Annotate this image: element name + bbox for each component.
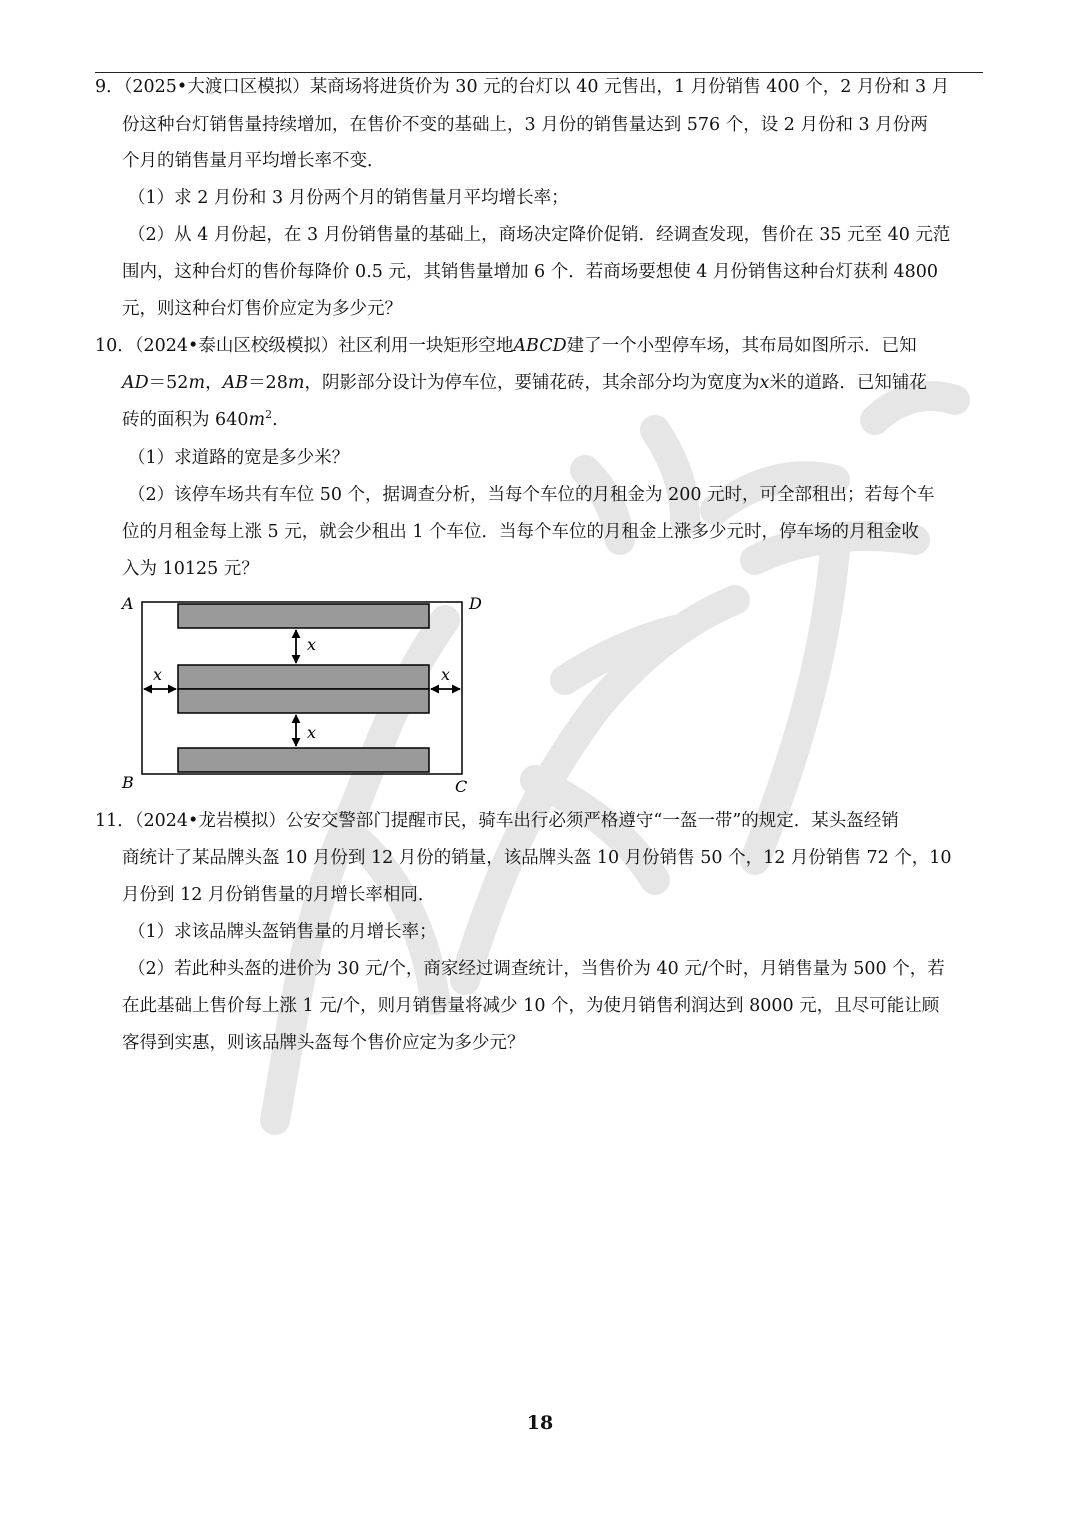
question-10-line-1: 10．（2024•泰山区校级模拟）社区利用一块矩形空地ABCD建了一个小型停车场，其布局如图所示．已知 bbox=[95, 336, 917, 356]
question-9-part-2-line-1: （2）从 4 月份起，在 3 月份销售量的基础上，商场决定降价促销．经调查发现，售价在 35 元至 40 元范 bbox=[128, 225, 951, 245]
question-10-part-1: （1）求道路的宽是多少米？ bbox=[128, 448, 350, 468]
parking-lot-diagram bbox=[118, 590, 498, 795]
question-9-line-1: 9．（2025•大渡口区模拟）某商场将进货价为 30 元的台灯以 40 元售出，1 月份销售 400 个，2 月份和 3 月 bbox=[95, 77, 950, 97]
question-11-part-2-line-2: 在此基础上售价每上涨 1 元/个，则月销售量将减少 10 个，为使月销售利润达到 8000 元，且尽可能让顾 bbox=[122, 996, 940, 1016]
question-10-part-2-line-2: 位的月租金每上涨 5 元，就会少租出 1 个车位．当每个车位的月租金上涨多少元时，停车场的月租金收 bbox=[122, 522, 920, 542]
question-11-line-2: 商统计了某品牌头盔 10 月份到 12 月份的销量，该品牌头盔 10 月份销售 50 个，12 月份销售 72 个，10 bbox=[122, 848, 952, 868]
question-11-part-2-line-3: 客得到实惠，则该品牌头盔每个售价应定为多少元？ bbox=[122, 1033, 525, 1053]
question-11-line-3: 月份到 12 月份销售量的月增长率相同． bbox=[122, 885, 436, 905]
question-9-part-1: （1）求 2 月份和 3 月份两个月的销售量月平均增长率； bbox=[128, 188, 569, 208]
vertex-label-d: D bbox=[469, 594, 482, 613]
question-9-part-2-line-2: 围内，这种台灯的售价每降价 0.5 元，其销售量增加 6 个．若商场要想使 4 月份销售这种台灯获利 4800 bbox=[122, 262, 939, 282]
parking-row-bottom bbox=[178, 748, 429, 772]
question-10-line-3: 砖的面积为 $640m^2$. bbox=[122, 408, 278, 430]
parking-row-middle-upper bbox=[178, 665, 429, 689]
vertex-label-a: A bbox=[122, 594, 134, 613]
question-11-part-1: （1）求该品牌头盔销售量的月增长率； bbox=[128, 922, 437, 942]
road-width-label-left: x bbox=[153, 665, 163, 684]
question-11-part-2-line-1: （2）若此种头盔的进价为 30 元/个，商家经过调查统计，当售价为 40 元/个时，月销售量为 500 个，若 bbox=[128, 959, 945, 979]
question-9-line-2: 份这种台灯销售量持续增加，在售价不变的基础上，3 月份的销售量达到 576 个，设 2 月份和 3 月份两 bbox=[122, 115, 928, 135]
question-9-line-3: 个月的销售量月平均增长率不变． bbox=[122, 151, 385, 171]
question-11-line-1: 11．（2024•龙岩模拟）公安交警部门提醒市民，骑车出行必须严格遵守“一盔一带”的规定．某头盔经销 bbox=[95, 811, 899, 831]
parking-row-middle-lower bbox=[178, 689, 429, 713]
page-number: 18 bbox=[526, 1412, 554, 1434]
road-width-label-right: x bbox=[441, 665, 451, 684]
road-width-label-bottom: x bbox=[307, 723, 317, 742]
vertex-label-c: C bbox=[455, 777, 468, 795]
road-width-label-top: x bbox=[307, 635, 317, 654]
parking-row-top bbox=[178, 604, 429, 628]
question-10-line-2: AD＝52m，AB＝28m，阴影部分设计为停车位，要铺花砖，其余部分均为宽度为x米的道路．已知铺花 bbox=[122, 373, 927, 393]
vertex-label-b: B bbox=[122, 773, 134, 792]
question-10-part-2-line-1: （2）该停车场共有车位 50 个，据调查分析，当每个车位的月租金为 200 元时，可全部租出；若每个车 bbox=[128, 485, 935, 505]
question-9-part-2-line-3: 元，则这种台灯售价应定为多少元？ bbox=[122, 299, 402, 319]
question-10-part-2-line-3: 入为 10125 元？ bbox=[122, 559, 259, 579]
